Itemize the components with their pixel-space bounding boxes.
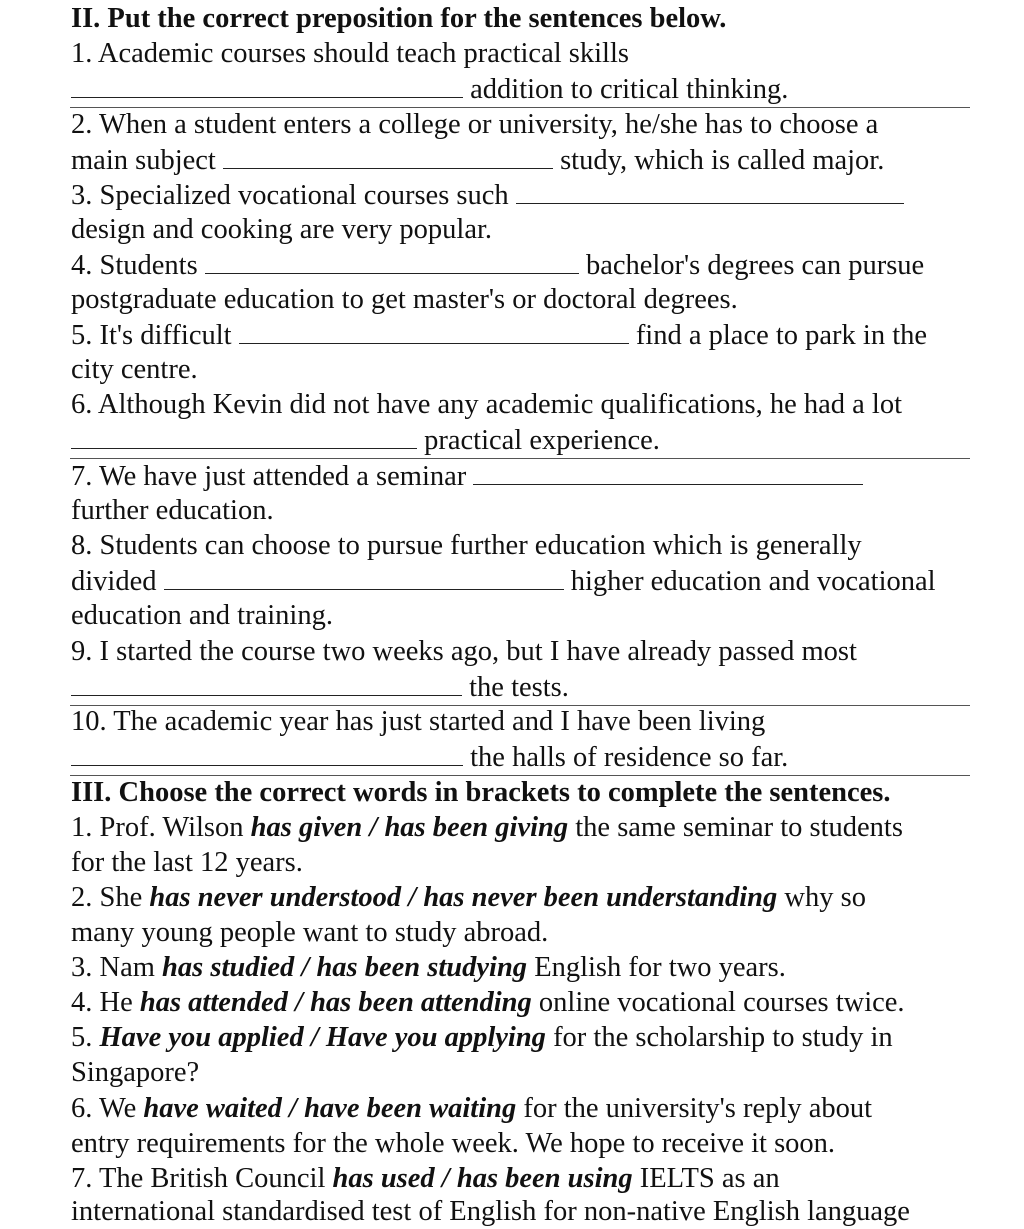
s3-q1-line2: for the last 12 years.	[71, 847, 303, 878]
s2-q4-text-a: 4. Students	[71, 250, 198, 281]
s3-q6-pre: 6. We	[71, 1093, 137, 1124]
answer-blank[interactable]	[71, 422, 417, 449]
s2-q6-line1: 6. Although Kevin did not have any academic qualifications, he had a lot	[71, 389, 903, 420]
s2-q3-line2: design and cooking are very popular.	[71, 214, 493, 245]
s3-q2-post: why so	[784, 882, 866, 913]
s2-q3-text-a: 3. Specialized vocational courses such	[71, 180, 509, 211]
s3-q5-choice: Have you applied / Have you applying	[99, 1022, 546, 1053]
s3-q4-line1	[71, 985, 905, 1020]
s2-q7-line2: further education.	[71, 495, 274, 526]
s3-q6-line1	[71, 1091, 872, 1126]
s3-q7-line2: international standardised test of English for non-native English language	[71, 1196, 910, 1227]
s3-q1-line1	[71, 810, 903, 845]
s3-q2-choice: has never understood / has never been understanding	[149, 882, 778, 913]
s3-q5-line1	[71, 1020, 893, 1055]
s3-q7-pre: 7. The British Council	[71, 1163, 326, 1194]
s2-q9-line1: 9. I started the course two weeks ago, but I have already passed most	[71, 636, 857, 667]
s3-q6-choice: have waited / have been waiting	[143, 1093, 517, 1124]
s3-q1-choice: has given / has been giving	[250, 812, 569, 843]
s2-q10-line2	[71, 739, 788, 774]
s2-q5-line2: city centre.	[71, 354, 198, 385]
s2-q1-line1: 1. Academic courses should teach practical skills	[71, 38, 629, 69]
s3-q5-line2: Singapore?	[71, 1057, 200, 1088]
s2-q5-text-b: find a place to park in the	[635, 320, 928, 351]
s3-q3-post: English for two years.	[534, 952, 786, 983]
s3-q2-line2: many young people want to study abroad.	[71, 917, 549, 948]
s2-q6-line2	[71, 422, 660, 457]
s3-q3-pre: 3. Nam	[71, 952, 155, 983]
s2-q8-line1: 8. Students can choose to pursue further education which is generally	[71, 530, 862, 561]
s2-q2-text-a: main subject	[71, 145, 216, 176]
answer-blank[interactable]	[473, 458, 863, 485]
s3-q3-choice: has studied / has been studying	[162, 952, 528, 983]
answer-blank[interactable]	[71, 71, 463, 98]
s3-q5-pre: 5.	[71, 1022, 93, 1053]
s2-q4-line1	[71, 247, 924, 282]
s3-q4-pre: 4. He	[71, 987, 133, 1018]
s2-q1-text: addition to critical thinking.	[470, 74, 789, 105]
s3-q5-post: for the scholarship to study in	[553, 1022, 893, 1053]
s3-q6-line2: entry requirements for the whole week. We hope to receive it soon.	[71, 1128, 836, 1159]
s2-q4-text-b: bachelor's degrees can pursue	[585, 250, 925, 281]
s2-q9-text: the tests.	[469, 672, 569, 703]
s2-q4-line2: postgraduate education to get master's or doctoral degrees.	[71, 284, 738, 315]
s3-q7-choice: has used / has been using	[332, 1163, 633, 1194]
s2-q10-line1: 10. The academic year has just started and I have been living	[71, 706, 766, 737]
s2-q8-text-a: divided	[71, 566, 157, 597]
s3-q7-line1	[71, 1161, 780, 1196]
s2-q1-line2	[71, 71, 788, 106]
s2-q8-line2	[71, 563, 936, 598]
s3-q7-post: IELTS as an	[639, 1163, 780, 1194]
s3-q3-line1	[71, 950, 786, 985]
s2-q2-text-b: study, which is called major.	[560, 145, 885, 176]
answer-blank[interactable]	[223, 142, 553, 169]
s2-q2-line2	[71, 142, 884, 177]
answer-blank[interactable]	[205, 247, 579, 274]
answer-blank[interactable]	[516, 177, 904, 204]
s2-q9-line2	[71, 669, 569, 704]
s2-q6-text: practical experience.	[424, 425, 660, 456]
s2-q3-line1	[71, 177, 904, 212]
s2-q8-text-b: higher education and vocational	[570, 566, 936, 597]
s3-q2-line1	[71, 880, 866, 915]
s3-q1-pre: 1. Prof. Wilson	[71, 812, 244, 843]
s2-q2-line1: 2. When a student enters a college or university, he/she has to choose a	[71, 109, 879, 140]
s3-q4-post: online vocational courses twice.	[538, 987, 905, 1018]
section-3-heading: III. Choose the correct words in brackets to complete the sentences.	[71, 777, 891, 808]
s2-q7-line1	[71, 458, 863, 493]
s2-q5-text-a: 5. It's difficult	[71, 320, 232, 351]
answer-blank[interactable]	[164, 563, 564, 590]
s2-q7-text-a: 7. We have just attended a seminar	[71, 461, 467, 492]
answer-blank[interactable]	[239, 317, 629, 344]
s2-q10-text: the halls of residence so far.	[470, 742, 789, 773]
s3-q6-post: for the university's reply about	[523, 1093, 873, 1124]
s3-q4-choice: has attended / has been attending	[139, 987, 532, 1018]
s2-q8-line3: education and training.	[71, 600, 333, 631]
answer-blank[interactable]	[71, 669, 462, 696]
s3-q1-post: the same seminar to students	[575, 812, 903, 843]
s2-q5-line1	[71, 317, 927, 352]
s3-q2-pre: 2. She	[71, 882, 143, 913]
answer-blank[interactable]	[71, 739, 463, 766]
section-2-heading: II. Put the correct preposition for the sentences below.	[71, 3, 727, 34]
